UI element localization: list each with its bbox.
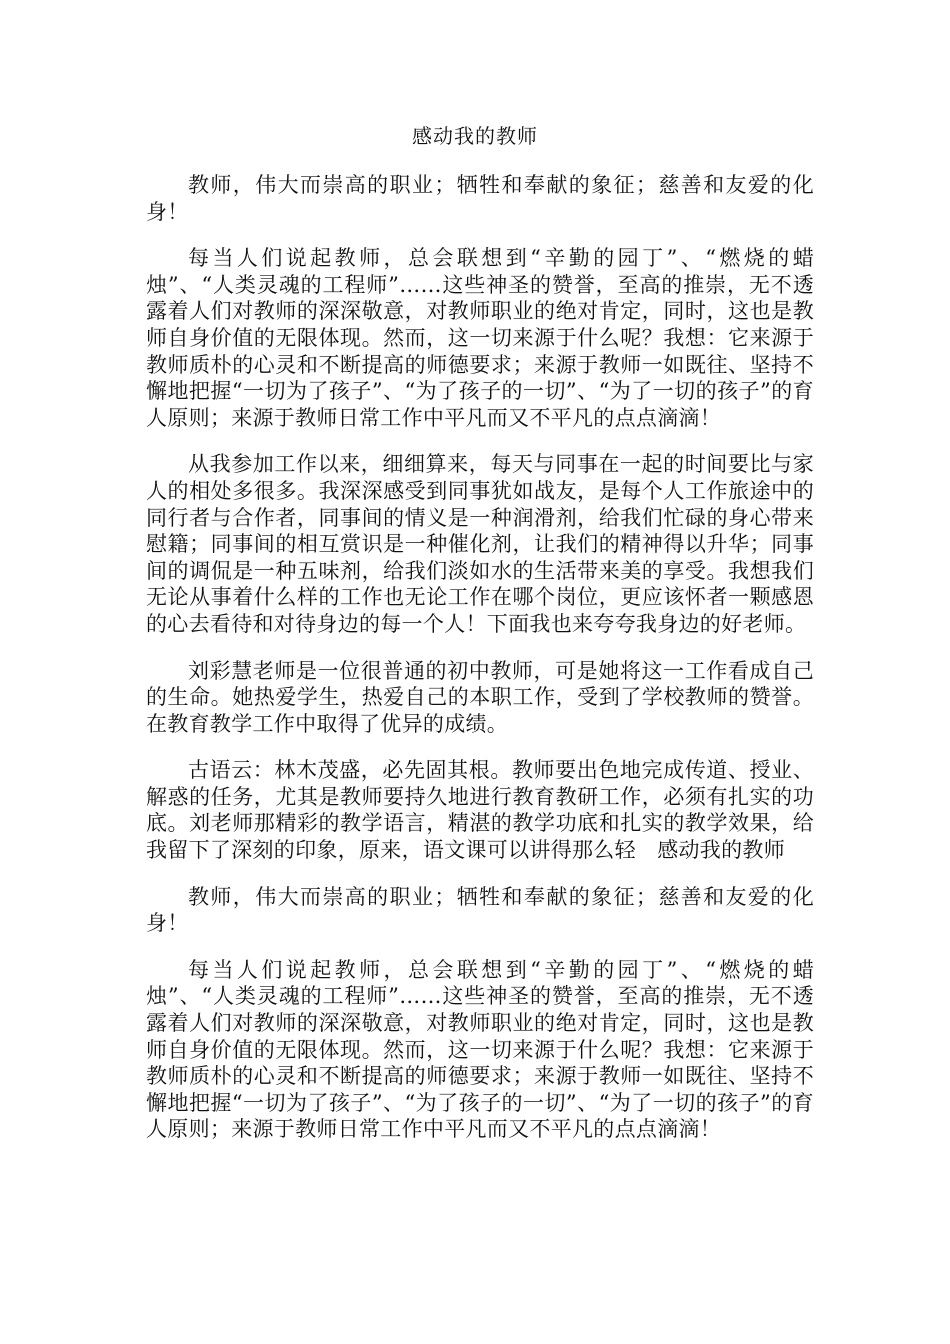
document-body [146, 172, 814, 1163]
document-title: 感动我的教师 [412, 124, 538, 148]
paragraph-7: 每当人们说起教师，总会联想到“辛勤的园丁”、“燃烧的蜡烛”、“人类灵魂的工程师”……这些神圣的赞誉，至高的推崇，无不透露着人们对教师的深深敬意，对教师职业的绝对肯定，同时，这也是教师自身价值的无限体现。然而，这一切来源于什么呢？我想：它来源于教师质朴的心灵和不断提高的师德要求；来源于教师一如既往、坚持不懈地把握“一切为了孩子”、“为了孩子的一切”、“为了一切的孩子”的育人原则；来源于教师日常工作中平凡而又不平凡的点点滴滴！ [146, 957, 814, 1142]
paragraph-3: 从我参加工作以来，细细算来，每天与同事在一起的时间要比与家人的相处多很多。我深深感受到同事犹如战友，是每个人工作旅途中的同行者与合作者，同事间的情义是一种润滑剂，给我们忙碌的身心带来慰籍；同事间的相互赏识是一种催化剂，让我们的精神得以升华；同事间的调侃是一种五味剂，给我们淡如水的生活带来美的享受。我想我们无论从事着什么样的工作也无论工作在哪个岗位，更应该怀者一颗感恩的心去看待和对待身边的每一个人！下面我也来夸夸我身边的好老师。 [146, 452, 814, 636]
paragraph-2: 每当人们说起教师，总会联想到“辛勤的园丁”、“燃烧的蜡烛”、“人类灵魂的工程师”……这些神圣的赞誉，至高的推崇，无不透露着人们对教师的深深敬意，对教师职业的绝对肯定，同时，这也是教师自身价值的无限体现。然而，这一切来源于什么呢？我想：它来源于教师质朴的心灵和不断提高的师德要求；来源于教师一如既往、坚持不懈地把握“一切为了孩子”、“为了孩子的一切”、“为了一切的孩子”的育人原则；来源于教师日常工作中平凡而又不平凡的点点滴滴！ [146, 246, 814, 430]
paragraph-6: 教师，伟大而崇高的职业；牺牲和奉献的象征；慈善和友爱的化身！ [146, 884, 814, 936]
paragraph-4: 刘彩慧老师是一位很普通的初中教师，可是她将这一工作看成自己的生命。她热爱学生，热爱自己的本职工作，受到了学校教师的赞誉。在教育教学工作中取得了优异的成绩。 [146, 658, 814, 736]
paragraph-5: 古语云：林木茂盛，必先固其根。教师要出色地完成传道、授业、解惑的任务，尤其是教师要持久地进行教育教研工作，必须有扎实的功底。刘老师那精彩的教学语言，精湛的教学功底和扎实的教学效果，给我留下了深刻的印象，原来，语文课可以讲得那么轻 感动我的教师 [146, 758, 814, 863]
paragraph-1: 教师，伟大而崇高的职业；牺牲和奉献的象征；慈善和友爱的化身！ [146, 173, 814, 224]
